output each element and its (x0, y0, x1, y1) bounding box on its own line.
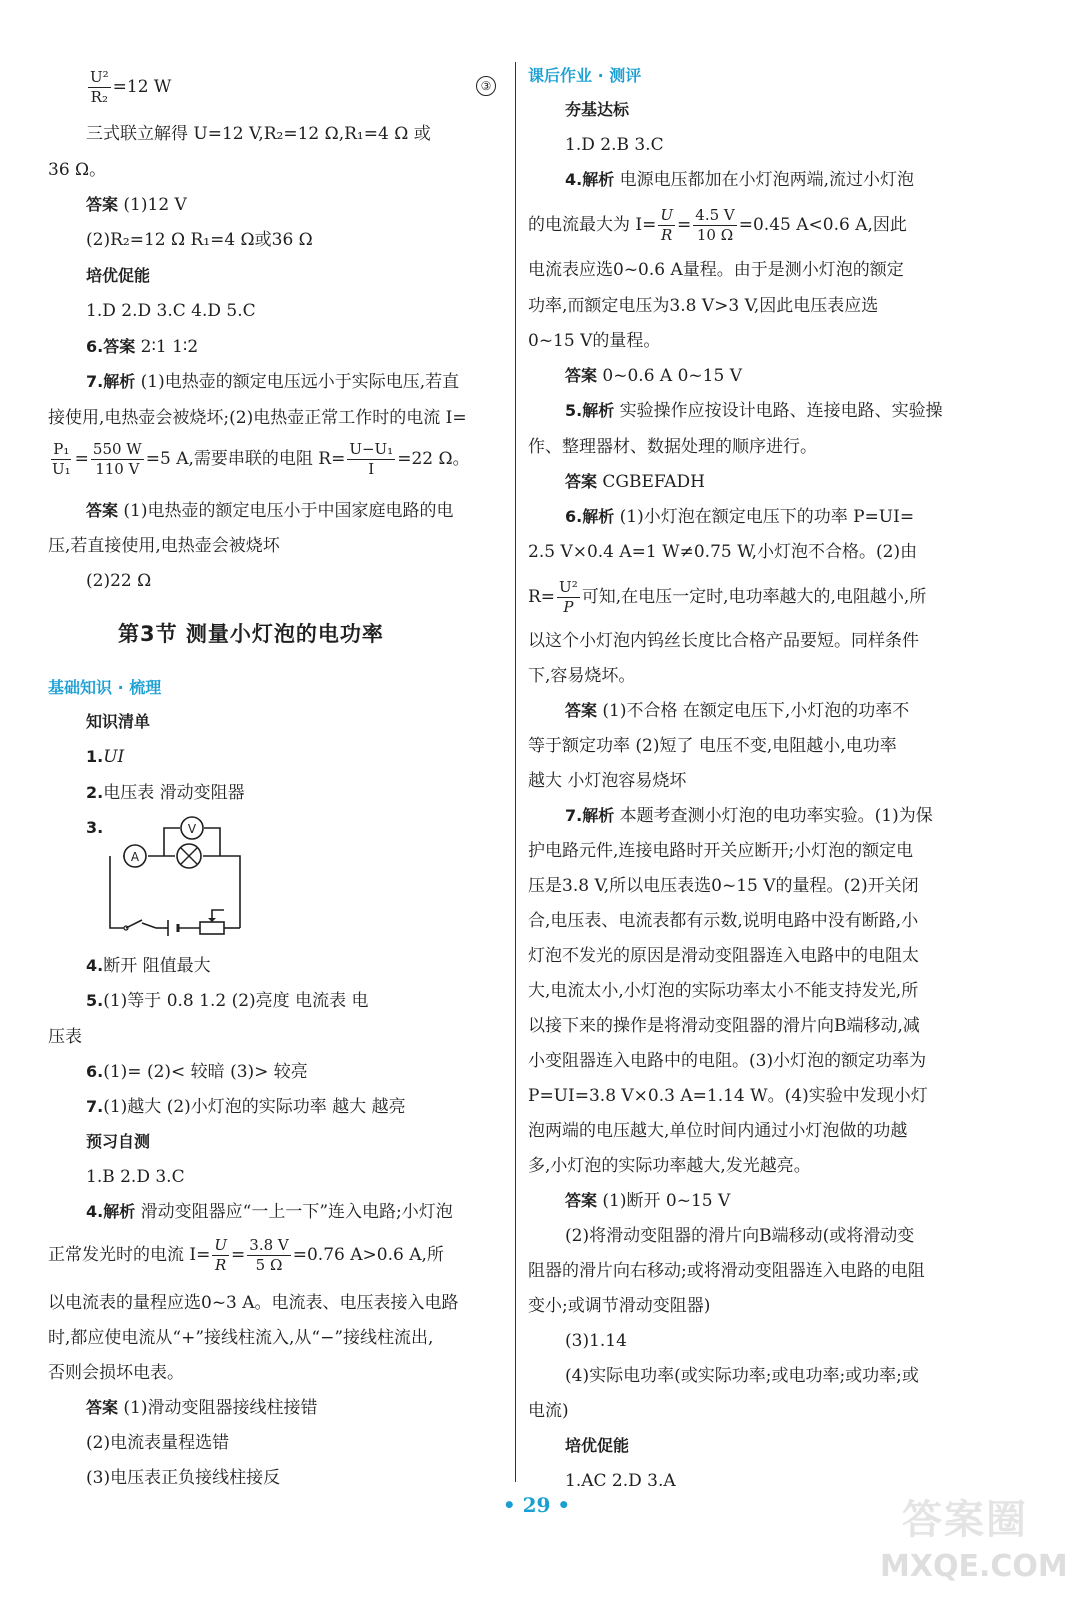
formula-line: $\frac{\text{U²}}{\text{R₂}}$ =12 W ③ (86, 68, 496, 107)
equation-marker: ③ (476, 76, 496, 96)
list-item: 2.电压表 滑动变阻器 (86, 783, 245, 803)
text-line: 越大 小灯泡容易烧坏 (528, 771, 687, 791)
text-line: 36 Ω。 (48, 160, 107, 180)
text-line: 以电流表的量程应选0~3 A。电流表、电压表接入电路 (48, 1293, 459, 1313)
fraction: $\frac{4.5 V}{10 \Omega}$ (695, 206, 735, 244)
text-line: 压是3.8 V,所以电压表选0~15 V的量程。(2)开关闭 (528, 876, 919, 896)
text-line: 时,都应使电流从“+”接线柱流入,从“−”接线柱流出, (48, 1328, 434, 1348)
watermark-logo (880, 1495, 1068, 1595)
subheading: 培优促能 (565, 1436, 630, 1455)
text-line: 泡两端的电压越大,单位时间内通过小灯泡做的功越 (528, 1121, 908, 1141)
answer-label: 答案 (86, 195, 119, 214)
text-line: 功率,而额定电压为3.8 V>3 V,因此电压表应选 (528, 296, 879, 316)
list-item: 1.UI (86, 747, 125, 767)
answer-label: 答案 (103, 337, 136, 356)
fraction: $\frac{\text{P₁}}{\text{U₁}}$ (52, 440, 71, 478)
text-line: 压,若直接使用,电热壶会被烧坏 (48, 536, 280, 556)
answer-line: 答案 (1)电热壶的额定电压小于中国家庭电路的电 (86, 501, 454, 521)
watermark-text: 答案圈 (902, 1497, 1028, 1543)
analysis-label: 解析 (103, 1202, 136, 1221)
fraction: $\frac{3.8 V}{5 \Omega}$ (249, 1236, 289, 1274)
text-line: (2)R₂=12 Ω R₁=4 Ω或36 Ω (86, 230, 313, 250)
fraction: $\frac{\text{U−U₁}}{I}$ (349, 440, 394, 478)
analysis-label: 解析 (582, 401, 615, 420)
subheading: 培优促能 (86, 266, 151, 285)
text-line: (2)22 Ω (86, 571, 152, 591)
subheading: 预习自测 (86, 1132, 151, 1151)
answer-line: 答案 (1)不合格 在额定电压下,小灯泡的功率不 (565, 701, 910, 721)
text-line: (3)1.14 (565, 1331, 627, 1351)
answer-label: 答案 (565, 1191, 598, 1210)
fraction: $\frac{U}{R}$ (660, 206, 674, 244)
analysis-line: 7.解析 本题考查测小灯泡的电功率实验。(1)为保 (565, 806, 933, 826)
text-line: 以接下来的操作是将滑动变阻器的滑片向B端移动,减 (528, 1016, 920, 1036)
analysis-line: 5.解析 实验操作应按设计电路、连接电路、实验操 (565, 401, 943, 421)
text-line: 护电路元件,连接电路时开关应断开;小灯泡的额定电 (528, 841, 914, 861)
answer-label: 答案 (565, 472, 598, 491)
section-heading: 基础知识 · 梳理 (48, 678, 162, 697)
page-number: • 29 • (502, 1493, 571, 1517)
text-line: 阻器的滑片向右移动;或将滑动变阻器连入电路的电阻 (528, 1261, 925, 1281)
answer-label: 答案 (565, 701, 598, 720)
answer-line: 答案 (1)12 V (86, 195, 187, 215)
answer-list: 1.D 2.B 3.C (565, 135, 664, 155)
watermark-url: MXQE.COM (880, 1549, 1068, 1584)
text-line: 多,小灯泡的实际功率越大,发光越亮。 (528, 1156, 811, 1176)
ammeter-label: A (130, 850, 140, 864)
text-line: 合,电压表、电流表都有示数,说明电路中没有断路,小 (528, 911, 919, 931)
answer-line: 答案 (1)断开 0~15 V (565, 1191, 731, 1211)
formula-line: R= $\frac{\text{U²}}{P}$ 可知,在电压一定时,电功率越大的,电阻越小,所 (528, 578, 927, 616)
answer-list: 1.AC 2.D 3.A (565, 1471, 676, 1491)
text-line: 三式联立解得 U=12 V,R₂=12 Ω,R₁=4 Ω 或 (86, 124, 431, 144)
text-line: (2)电流表量程选错 (86, 1433, 230, 1453)
analysis-label: 解析 (582, 170, 615, 189)
answer-label: 答案 (86, 1398, 119, 1417)
answer-list: 1.D 2.D 3.C 4.D 5.C (86, 301, 256, 321)
text-line: 灯泡不发光的原因是滑动变阻器连入电路中的电阻太 (528, 946, 919, 966)
text-line: 电流表应选0~0.6 A量程。由于是测小灯泡的额定 (528, 260, 904, 280)
text-line: 2.5 V×0.4 A=1 W≠0.75 W,小灯泡不合格。(2)由 (528, 542, 918, 562)
analysis-label: 解析 (582, 806, 615, 825)
text-line: 接使用,电热壶会被烧坏;(2)电热壶正常工作时的电流 I= (48, 408, 467, 428)
answer-line: 答案 0~0.6 A 0~15 V (565, 366, 742, 386)
text-line: 作、整理器材、数据处理的顺序进行。 (528, 437, 817, 457)
text-line: 下,容易烧坏。 (528, 666, 636, 686)
answer-label: 答案 (565, 366, 598, 385)
text-line: P=UI=3.8 V×0.3 A=1.14 W。(4)实验中发现小灯 (528, 1086, 928, 1106)
analysis-line: 7.解析 (1)电热壶的额定电压远小于实际电压,若直 (86, 372, 460, 392)
fraction: $\frac{\text{U²}}{P}$ (559, 578, 578, 616)
text-line: (3)电压表正负接线柱接反 (86, 1468, 281, 1488)
list-item: 7.(1)越大 (2)小灯泡的实际功率 越大 越亮 (86, 1097, 406, 1117)
analysis-line: 4.解析 滑动变阻器应“一上一下”连入电路;小灯泡 (86, 1202, 453, 1222)
fraction: $\frac{U}{R}$ (214, 1236, 228, 1274)
formula-line: 的电流最大为 I= $\frac{U}{R}$ = $\frac{4.5 V}{10 \Omega}$ =0.45 A<0.6 A,因此 (528, 206, 907, 244)
analysis-label: 解析 (103, 372, 136, 391)
analysis-label: 解析 (582, 507, 615, 526)
list-item: 5.(1)等于 0.8 1.2 (2)亮度 电流表 电 (86, 991, 369, 1011)
answer-line: 答案 (1)滑动变阻器接线柱接错 (86, 1398, 318, 1418)
fraction: $\frac{\text{U²}}{\text{R₂}}$ (90, 68, 109, 106)
formula-line: 正常发光时的电流 I= $\frac{U}{R}$ = $\frac{3.8 V}{5 \Omega}$ =0.76 A>0.6 A,所 (48, 1236, 444, 1274)
rheostat-icon (200, 922, 224, 934)
text-line: 大,电流太小,小灯泡的实际功率太小不能支持发光,所 (528, 981, 919, 1001)
subheading: 知识清单 (86, 712, 151, 731)
section-heading: 课后作业 · 测评 (528, 66, 642, 85)
text-line: 电流) (528, 1401, 569, 1421)
text-line: 等于额定功率 (2)短了 电压不变,电阻越小,电功率 (528, 736, 897, 756)
formula-line: $\frac{\text{P₁}}{\text{U₁}}$ = $\frac{550 W}{110 V}$ =5 A,需要串联的电阻 R= $\frac{\text{U−U₁}}{I}$ =22 Ω。 (52, 440, 470, 478)
answer-line: 6.答案 2∶1 1∶2 (86, 337, 199, 357)
voltmeter-label: V (187, 822, 197, 836)
text-line: 否则会损坏电表。 (48, 1363, 184, 1383)
text-line: (2)将滑动变阻器的滑片向B端移动(或将滑动变 (565, 1226, 915, 1246)
fraction: $\frac{550 W}{110 V}$ (92, 440, 142, 478)
circuit-diagram (50, 810, 250, 945)
list-item-number: 3. (86, 818, 104, 837)
subheading: 夯基达标 (565, 100, 630, 119)
list-item: 6.(1)= (2)< 较暗 (3)> 较亮 (86, 1062, 308, 1082)
answer-label: 答案 (86, 501, 119, 520)
text-line: 变小;或调节滑动变阻器) (528, 1296, 711, 1316)
chapter-title: 第3节 测量小灯泡的电功率 (118, 622, 384, 646)
text-line: 以这个小灯泡内钨丝长度比合格产品要短。同样条件 (528, 631, 919, 651)
answer-line: 答案 CGBEFADH (565, 472, 705, 492)
answer-list: 1.B 2.D 3.C (86, 1167, 185, 1187)
switch-blade (126, 920, 142, 928)
text-line: (4)实际电功率(或实际功率;或电功率;或功率;或 (565, 1366, 919, 1386)
list-item: 4.断开 阻值最大 (86, 956, 211, 976)
text-line: 压表 (48, 1027, 82, 1047)
analysis-line: 4.解析 电源电压都加在小灯泡两端,流过小灯泡 (565, 170, 915, 190)
analysis-line: 6.解析 (1)小灯泡在额定电压下的功率 P=UI= (565, 507, 915, 527)
text-line: 小变阻器连入电路中的电阻。(3)小灯泡的额定功率为 (528, 1051, 927, 1071)
circuit-wires (110, 828, 240, 928)
text-line: 0~15 V的量程。 (528, 331, 661, 351)
column-divider (515, 62, 516, 1482)
